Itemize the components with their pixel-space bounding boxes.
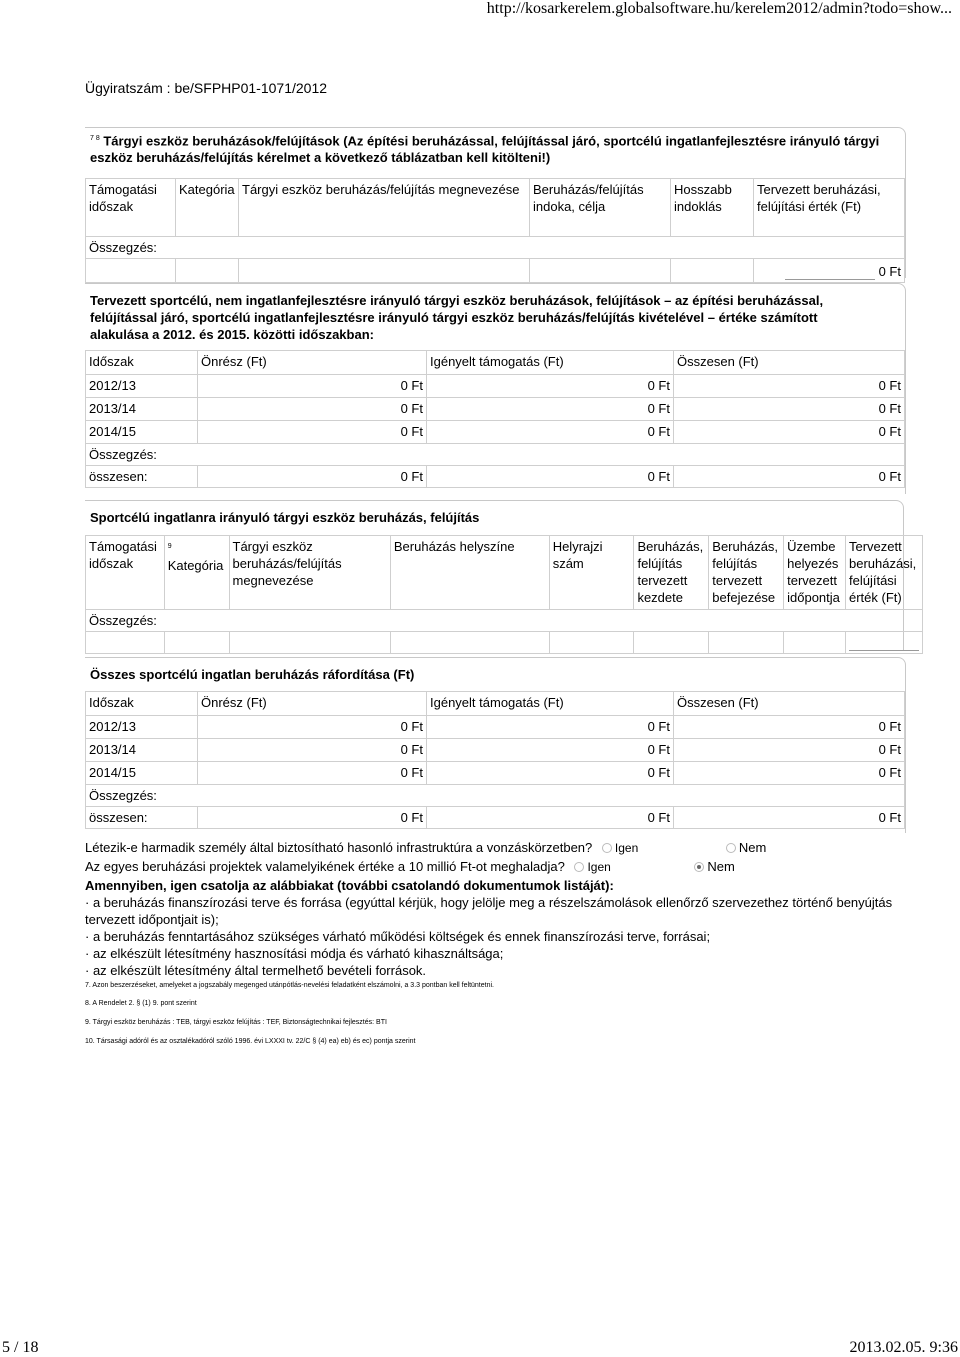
radio-no-label: Nem [707,859,735,874]
empty-cell [634,632,709,654]
sum-row [86,466,905,488]
col-header-reason: Beruházás/felújítás indoka, célja [530,179,671,237]
col-header-own: Önrész (Ft) [198,351,427,375]
requested-cell: 0 Ft [427,716,674,739]
section-title: $^{7 8}$ Tárgyi eszköz beruházások/felújítások (Az építési beruházással, felújítással járó, sportcélú ingatlanfejlesztésre irányuló tárgyi eszköz beruházás/felújítás kérelmet a következő táblázatban kell kitölteni!) [90,133,880,166]
empty-cell [86,632,165,654]
total-cell: 0 Ft [674,421,905,444]
summary-label: Összegzés: [86,237,905,259]
col-header-value: Tervezett beruházási, felújítási érték (Ft) [754,179,905,237]
footnote-8: 8. A Rendelet 2. § (1) 9. pont szerint [85,1000,197,1007]
sum-row [86,807,905,829]
period-cell: 2012/13 [86,716,198,739]
list-item: · a beruházás finanszírozási terve és forrása (egyúttal kérjük, hogy jelölje meg a részelszámolások ellenőrző szervezethez történő benyújtás tervezett időpontjait is); [85,895,893,927]
radio-yes-label: Igen [614,841,639,855]
radio-no[interactable] [726,843,736,853]
col-header-period: Támogatási időszak [86,179,176,237]
col-header-category: Kategória [176,179,239,237]
footnote-7: 7. Azon beszerzéseket, amelyeket a jogszabály megenged utánpótlás-nevelési feladatként elszámolni, a 3.3 pontban kell feltüntetni. [85,982,494,989]
col-header-end: Beruházás, felújítás tervezett befejezése [709,536,784,610]
col-header-own: Önrész (Ft) [198,692,427,716]
total-cell: 0 Ft [674,375,905,398]
col-header-location: Beruházás helyszíne [390,536,549,610]
sum-requested: 0 Ft [427,807,674,829]
col-header-period: Támogatási időszak [86,536,165,610]
empty-cell [671,259,754,283]
empty-cell [549,632,634,654]
total-cell: 0 Ft [674,716,905,739]
col-header-period: Időszak [86,351,198,375]
col-header-period: Időszak [86,692,198,716]
sum-total: 0 Ft [674,466,905,488]
table-row [86,739,905,762]
empty-cell [709,632,784,654]
period-cell: 2012/13 [86,375,198,398]
table-row [86,421,905,444]
requested-cell: 0 Ft [427,421,674,444]
page-number: 5 / 18 [2,1339,39,1356]
footnote-9: 9. Tárgyi eszköz beruházás : TEB, tárgyi eszköz felújítás : TEF, Biztonságtechnikai fejlesztés: BTI [85,1019,387,1026]
footnote-10: 10. Társasági adóról és az osztalékadóról szóló 1996. évi LXXXI tv. 22/C § (4) ea) eb) és ec) pontja szerint [85,1038,416,1045]
col-header-name: Tárgyi eszköz beruházás/felújítás megnevezése [229,536,390,610]
non-property-table [85,350,905,488]
sum-label: összesen: [86,807,198,829]
table-row [86,716,905,739]
attachments-title: Amennyiben, igen csatolja az alábbiakat (további csatolandó dokumentumok listáját): [85,878,614,893]
requested-cell: 0 Ft [427,398,674,421]
summary-label: Összegzés: [86,610,923,632]
own-cell: 0 Ft [198,398,427,421]
section-title: Összes sportcélú ingatlan beruházás ráfordítása (Ft) [90,667,415,682]
col-header-value: Tervezett beruházási, felújítási érték (Ft) [846,536,923,610]
total-cell: 0 Ft [674,739,905,762]
col-header-requested: Igényelt támogatás (Ft) [427,692,674,716]
sum-own: 0 Ft [198,807,427,829]
sum-label: összesen: [86,466,198,488]
summary-label: Összegzés: [86,785,905,807]
value-cell [846,632,923,654]
radio-yes[interactable] [574,862,584,872]
summary-label: Összegzés: [86,444,905,466]
empty-cell [164,632,229,654]
requested-cell: 0 Ft [427,762,674,785]
section-title: Sportcélú ingatlanra irányuló tárgyi eszköz beruházás, felújítás [90,510,480,525]
total-cell: 0 Ft [674,762,905,785]
empty-cell [239,259,530,283]
col-header-total: Összesen (Ft) [674,351,905,375]
total-value: 0 Ft [754,259,905,283]
list-item: · a beruházás fenntartásához szükséges várható működési költségek és ennek finanszírozási terve, forrásai; [85,929,711,944]
footnote-marks: 7 8 [90,135,100,142]
question-text: Az egyes beruházási projektek valamelyikének értéke a 10 millió Ft-ot meghaladja? [85,859,565,874]
col-header-parcel: Helyrajzi szám [549,536,634,610]
sum-own: 0 Ft [198,466,427,488]
list-item: · az elkészült létesítmény hasznosítási módja és várható kihasználtsága; [85,946,504,961]
sum-requested: 0 Ft [427,466,674,488]
print-datetime: 2013.02.05. 9:36 [849,1339,958,1356]
empty-cell [784,632,846,654]
col-header-name: Tárgyi eszköz beruházás/felújítás megnevezése [239,179,530,237]
value-input[interactable] [849,638,919,651]
table-row [86,398,905,421]
section-property-investments [85,500,917,651]
question-infrastructure [85,840,766,855]
question-text: Létezik-e harmadik személy által biztosítható hasonló infrastruktúra a vonzáskörzetben? [85,840,593,855]
section-total-property-cost [85,657,906,833]
list-item: · az elkészült létesítmény által termelhető bevételi források. [85,963,427,978]
requested-cell: 0 Ft [427,739,674,762]
radio-yes-label: Igen [587,860,611,874]
requested-cell: 0 Ft [427,375,674,398]
attachments-list [85,877,930,979]
table-row [86,762,905,785]
period-cell: 2014/15 [86,762,198,785]
question-over-10m [85,859,735,874]
empty-cell [86,259,176,283]
col-header-commissioning: Üzembe helyezés tervezett időpontja [784,536,846,610]
section-asset-investments [85,127,906,278]
total-input[interactable] [785,267,875,280]
radio-no[interactable] [694,862,704,872]
page-url: http://kosarkerelem.globalsoftware.hu/kerelem2012/admin?todo=show... [486,0,952,17]
col-header-start: Beruházás, felújítás tervezett kezdete [634,536,709,610]
col-header-justification: Hosszabb indoklás [671,179,754,237]
asset-investment-table [85,178,905,283]
own-cell: 0 Ft [198,716,427,739]
col-header-requested: Igényelt támogatás (Ft) [427,351,674,375]
total-property-table [85,691,905,829]
empty-cell [530,259,671,283]
own-cell: 0 Ft [198,421,427,444]
sum-total: 0 Ft [674,807,905,829]
period-cell: 2013/14 [86,739,198,762]
property-investment-table [85,535,923,654]
col-header-total: Összesen (Ft) [674,692,905,716]
section-title: Tervezett sportcélú, nem ingatlanfejlesztésre irányuló tárgyi eszköz beruházások, felújítások – az építési beruházással, felújítással járó, sportcélú ingatlanfejlesztésre irányuló tárgyi eszköz beruházás/felújítás kivételével – értéke számított alakulása a 2012. és 2015. közötti időszakban: [90,293,824,342]
total-cell: 0 Ft [674,398,905,421]
period-cell: 2014/15 [86,421,198,444]
col-header-category: $^9$ Kategória [164,536,229,610]
own-cell: 0 Ft [198,739,427,762]
own-cell: 0 Ft [198,375,427,398]
table-row [86,375,905,398]
radio-no-label: Nem [738,840,767,855]
section-non-property-investments [85,283,906,494]
empty-cell [390,632,549,654]
empty-cell [176,259,239,283]
empty-cell [229,632,390,654]
own-cell: 0 Ft [198,762,427,785]
case-id: Ügyiratszám : be/SFPHP01-1071/2012 [85,80,328,96]
period-cell: 2013/14 [86,398,198,421]
radio-yes[interactable] [602,843,612,853]
